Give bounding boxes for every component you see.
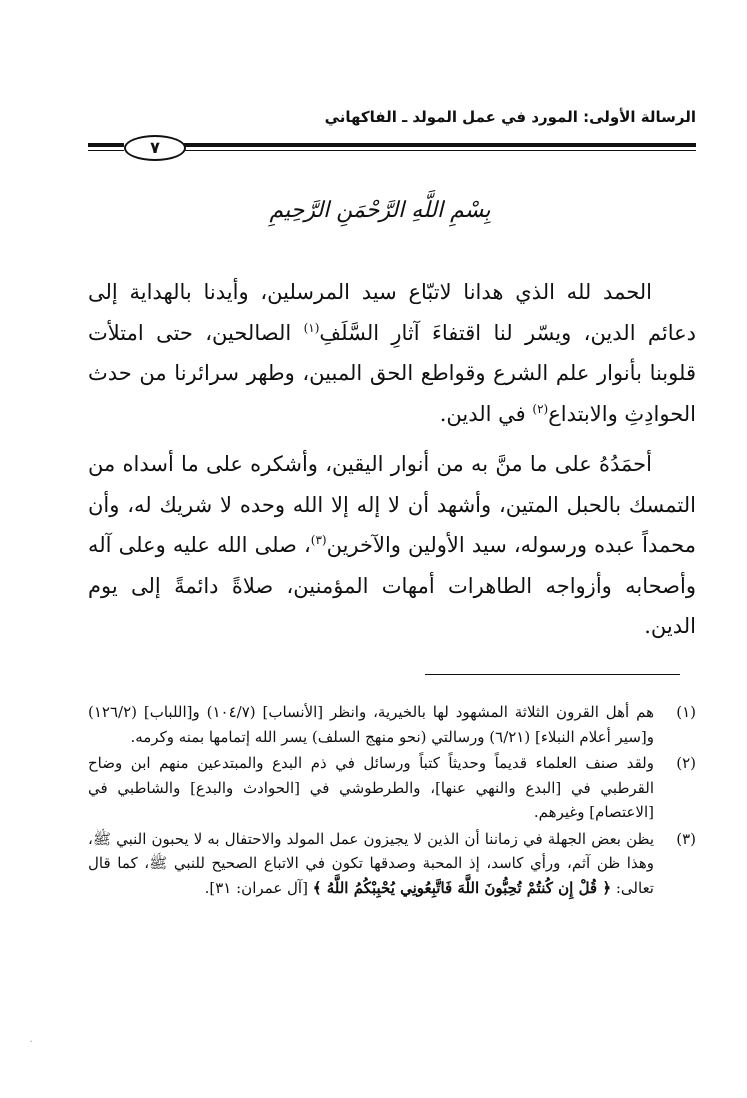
quran-verse: ﴿ قُلْ إِن كُنتُمْ تُحِبُّونَ اللَّهَ فَاتَّبِعُونِي يُحْبِبْكُمُ اللَّهُ ﴾ (312, 878, 612, 897)
footnote-text (88, 827, 654, 901)
footnote-number: (١) (676, 703, 696, 721)
footnote-divider (425, 674, 680, 675)
paragraph-1-part-b: الصالحين، حتى امتلأت قلوبنا بأنوار علم الشرع وقواطع الحق المبين، وطهر سرائرنا من حدث الحوادِثِ والابتداع (88, 320, 696, 426)
footnote-2 (88, 751, 696, 825)
paragraph-2-part-b: ، صلى الله عليه وعلى آله وأصحابه وأزواجه الطاهرات أمهات المؤمنين، صلاةً دائمةً إلى يوم الدين. (88, 533, 696, 638)
paragraph-1-part-c: في الدين. (439, 401, 533, 426)
footnote-ref-3[interactable]: (٣) (310, 533, 327, 547)
footnote-text-part-b: [آل عمران: ٣١]. (204, 878, 313, 897)
main-text (88, 272, 696, 647)
footnote-ref-1[interactable]: (١) (303, 320, 320, 335)
footnote-text: ولقد صنف العلماء قديماً وحديثاً كتباً ورسائل في ذم البدع والمبتدعين منهم ابن وضاح القرطبي في [البدع والنهي عنها]، والطرطوشي في [الحوادث والبدع] والشاطبي في [الاعتصام] وغيرهم. (88, 754, 654, 821)
header-rule (88, 135, 696, 159)
footnote-text: هم أهل القرون الثلاثة المشهود لها بالخيرية، وانظر [الأنساب] (١٠٤/٧) و[اللباب] (١٢٦/٢) و[سير أعلام النبلاء] (٦/٢١) ورسالتي (نحو منهج السلف) يسر الله إتمامها بمنه وكرمه. (88, 703, 654, 746)
footnote-3 (88, 827, 696, 901)
page-number: ٧ (124, 135, 186, 161)
header-rule-right (184, 143, 696, 151)
footnote-number: (٢) (676, 754, 696, 772)
header-rule-left (88, 143, 124, 151)
paragraph-1 (88, 272, 696, 434)
paragraph-2-part-a: أحمَدُهُ على ما منَّ به من أنوار اليقين، وأشكره على ما أسداه من التمسك بالحبل المتين، وأشهد أن لا إله إلا الله وحده لا شريك له، وأن محمداً عبده ورسوله، سيد الأولين والآخرين (88, 452, 696, 557)
footnote-ref-2[interactable]: (٢) (532, 401, 549, 416)
footnote-text-part-a: يظن بعض الجهلة في زماننا أن الذين لا يجيزون عمل المولد والاحتفال به لا يحبون النبي ﷺ، وهذا ظن آثم، ورأي كاسد، إذ المحبة وصدقها تكون في الاتباع الصحيح للنبي ﷺ، كما قال تعالى: (88, 829, 654, 897)
footnotes (88, 700, 696, 902)
running-header: الرسالة الأولى: المورد في عمل المولد ـ الفاكهاني (324, 108, 696, 126)
basmala: بِسْمِ اللَّهِ الرَّحْمَنِ الرَّحِيمِ (269, 198, 491, 223)
footnote-1 (88, 700, 696, 749)
paragraph-1-part-a: الحمد لله الذي هدانا لاتبّاع سيد المرسلين، وأيدنا بالهداية إلى دعائم الدين، ويسّر لنا اقتفاءَ آثارِ السَّلَفِ (88, 280, 696, 345)
footnote-number: (٣) (676, 829, 696, 848)
paragraph-2 (88, 444, 696, 647)
